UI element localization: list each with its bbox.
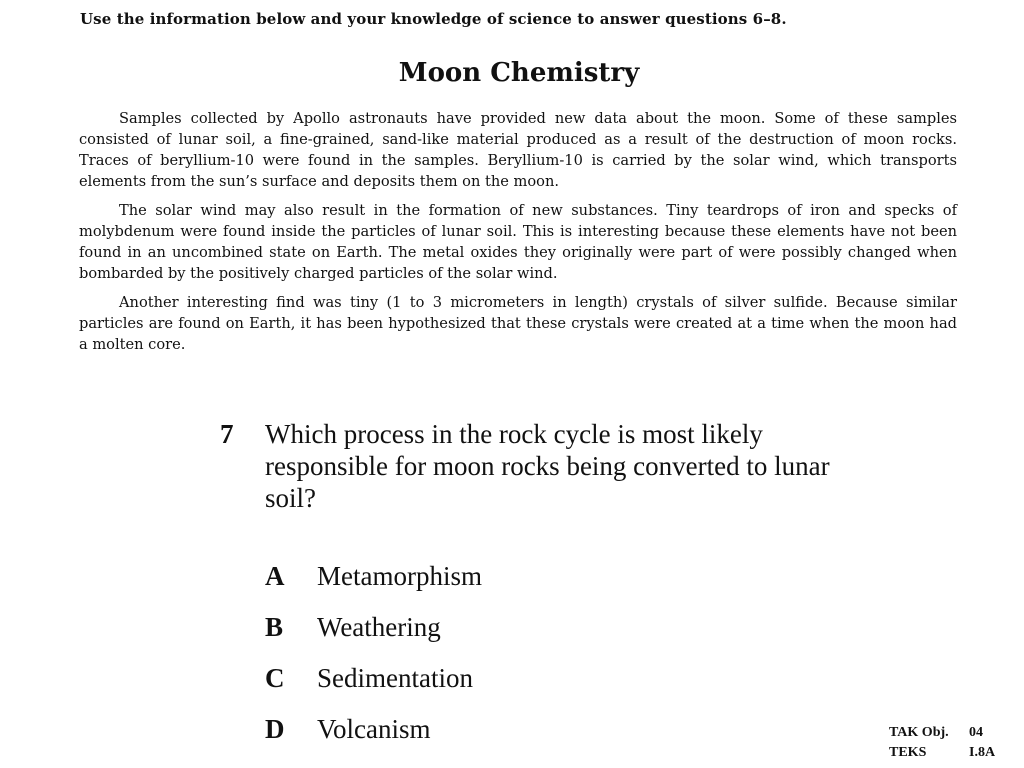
choice-letter: B — [265, 612, 284, 642]
passage-paragraph-1: Samples collected by Apollo astronauts have provided new data about the moon. Some of these samples consisted of lunar soil, a fine-grained, sand-like material produced as a result of the destruction of moon rocks. Traces of beryllium-10 were found in the samples. Beryllium-10 is carried by the solar wind, which transports elements from the sun’s surface and deposits them on the moon. — [79, 110, 957, 190]
tak-objective — [889, 723, 995, 743]
teks-value: I.8A — [969, 745, 996, 760]
choice-text: Weathering — [317, 612, 441, 642]
instruction-text: Use the information below and your knowledge of science to answer questions 6–8. — [80, 10, 787, 28]
question-text: Which process in the rock cycle is most likely responsible for moon rocks being converted to lunar soil? — [265, 419, 830, 513]
answer-choices — [265, 551, 875, 755]
passage — [79, 108, 957, 363]
objective-codes — [889, 723, 995, 763]
question-number: 7 — [220, 419, 234, 449]
choice-text: Sedimentation — [317, 663, 473, 693]
tak-value: 04 — [969, 725, 983, 740]
passage-paragraph-2: The solar wind may also result in the formation of new substances. Tiny teardrops of iron and specks of molybdenum were found inside the particles of lunar soil. This is interesting because these elements have not been found in an uncombined state on Earth. The metal oxides they originally were part of were possibly changed when bombarded by the positively charged particles of the solar wind. — [79, 202, 957, 282]
passage-paragraph-3: Another interesting find was tiny (1 to 3 micrometers in length) crystals of silver sulfide. Because similar particles are found on Earth, it has been hypothesized that these crystals were created at a time when the moon had a molten core. — [79, 294, 957, 353]
passage-title: Moon Chemistry — [398, 58, 640, 88]
answer-choice-b[interactable] — [265, 602, 875, 653]
answer-choice-a[interactable] — [265, 551, 875, 602]
teks-standard — [889, 743, 995, 763]
answer-choice-d[interactable] — [265, 704, 875, 755]
choice-letter: C — [265, 663, 285, 693]
question-block — [220, 418, 875, 755]
answer-choice-c[interactable] — [265, 653, 875, 704]
tak-label: TAK Obj. — [889, 725, 949, 740]
choice-text: Metamorphism — [317, 561, 482, 591]
choice-text: Volcanism — [317, 714, 431, 744]
choice-letter: D — [265, 714, 285, 744]
teks-label: TEKS — [889, 745, 927, 760]
choice-letter: A — [265, 561, 285, 591]
